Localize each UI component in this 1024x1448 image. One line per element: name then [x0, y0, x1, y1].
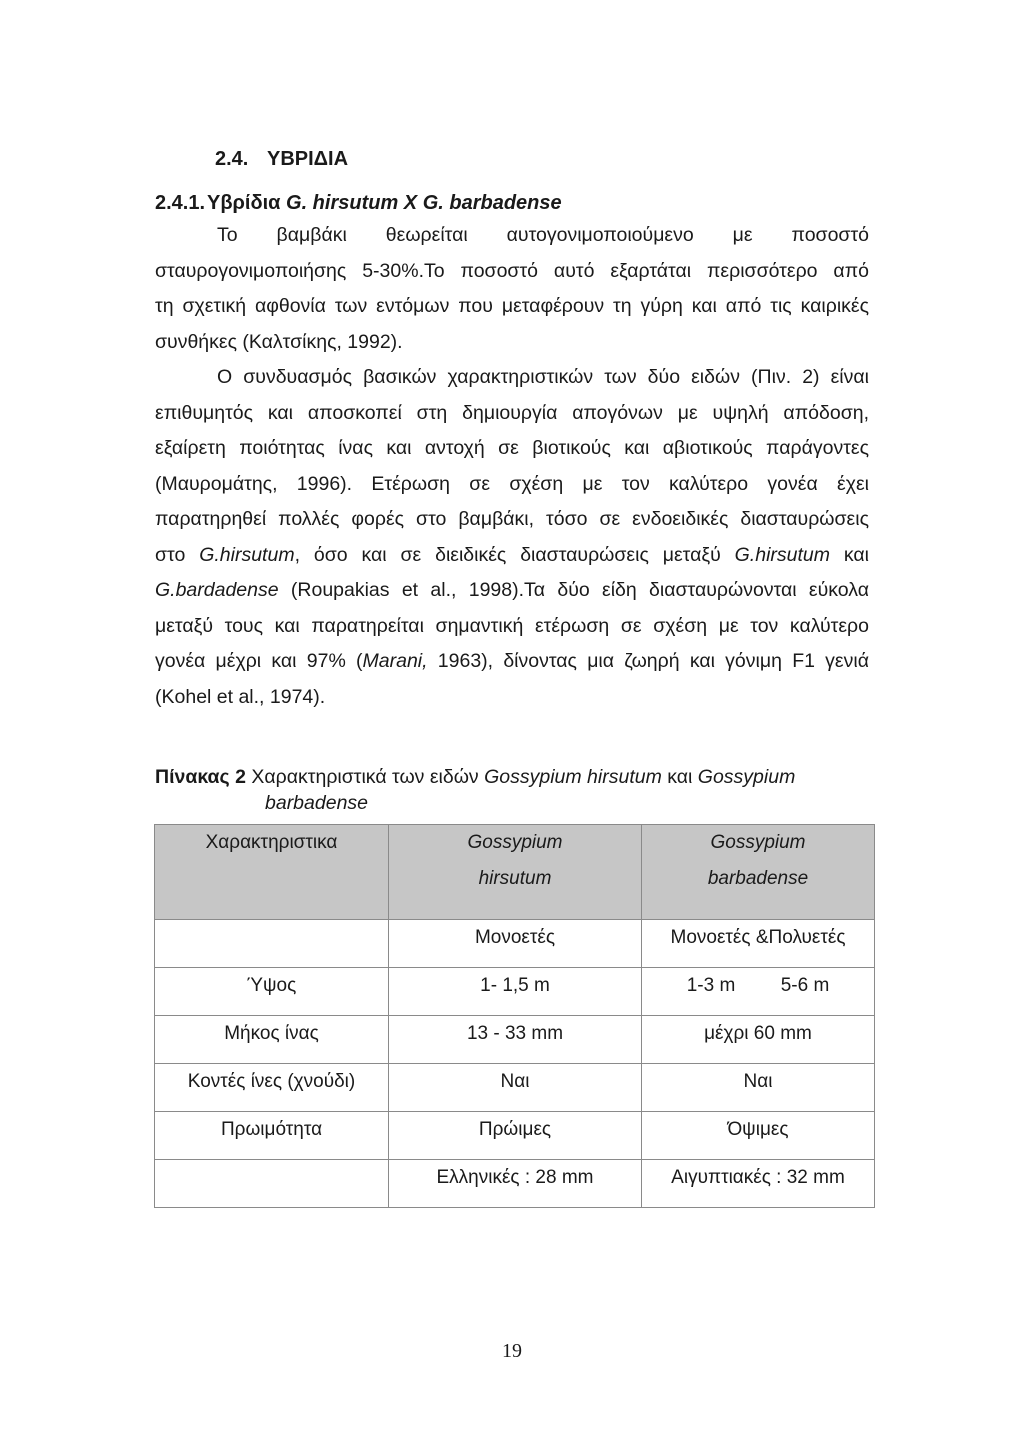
- table-cell: Αιγυπτιακές : 32 mm: [642, 1160, 875, 1208]
- paragraph-line: παρατηρηθεί πολλές φορές στο βαμβάκι, τόσο σε ενδοειδικές διασταυρώσεις: [155, 508, 869, 530]
- table-cell: Όψιμες: [642, 1112, 875, 1160]
- characteristics-table: [154, 824, 875, 1208]
- table-cell: Ναι: [389, 1064, 642, 1112]
- text-run: στο: [155, 543, 200, 566]
- header-text: Gossypium: [467, 832, 563, 853]
- table-caption: [155, 764, 869, 816]
- text-run: και: [661, 766, 698, 788]
- table-row: [155, 1112, 875, 1160]
- citation-author: Marani,: [362, 650, 428, 672]
- text-run: Χαρακτηριστικά των ειδών: [245, 766, 485, 788]
- header-text: Gossypium: [710, 832, 806, 853]
- species-name: barbadense: [265, 792, 369, 814]
- subsection-heading: [155, 192, 562, 215]
- subsection-title-prefix: Υβρίδια: [207, 192, 287, 214]
- text-run: γονέα μέχρι και 97% (: [155, 650, 363, 672]
- table-row: [155, 1016, 875, 1064]
- paragraph-line: [155, 538, 869, 574]
- cell-value: 1-3 m: [686, 975, 736, 996]
- paragraph-2: [155, 360, 869, 715]
- table-row: [155, 1160, 875, 1208]
- paragraph-line: [155, 573, 869, 609]
- paragraph-line: Το βαμβάκι θεωρείται αυτογονιμοποιούμενο με ποσοστό: [217, 224, 869, 246]
- header-cell: [642, 825, 875, 920]
- text-run: , όσο και σε διειδικές διασταυρώσεις μεταξύ: [294, 543, 735, 566]
- table-row: [155, 920, 875, 968]
- table-caption-label: Πίνακας 2: [155, 766, 246, 788]
- text-run: και: [830, 543, 869, 566]
- cell-value: 5-6 m: [780, 975, 830, 996]
- species-name: G.hirsutum: [199, 543, 295, 566]
- paragraph-line: [155, 644, 869, 680]
- table-cell: Μήκος ίνας: [155, 1016, 389, 1064]
- table-cell: μέχρι 60 mm: [642, 1016, 875, 1064]
- table-cell: Πρώιμες: [389, 1112, 642, 1160]
- header-text: barbadense: [707, 868, 809, 889]
- text-run: (Roupakias et al., 1998).Τα δύο είδη διασταυρώνονται εύκολα: [278, 579, 869, 601]
- paragraph-line: τη σχετική αφθονία των εντόμων που μεταφέρουν τη γύρη και από τις καιρικές: [155, 295, 869, 317]
- header-cell: [155, 825, 389, 920]
- table-cell: Ύψος: [155, 968, 389, 1016]
- header-cell: [389, 825, 642, 920]
- table-cell: Ελληνικές : 28 mm: [389, 1160, 642, 1208]
- paragraph-line: επιθυμητός και αποσκοπεί στη δημιουργία απογόνων με υψηλή απόδοση,: [155, 401, 869, 424]
- table-cell: 13 - 33 mm: [389, 1016, 642, 1064]
- table-cell: [642, 968, 875, 1016]
- section-title: ΥΒΡΙΔΙΑ: [267, 148, 349, 170]
- table-cell: Ναι: [642, 1064, 875, 1112]
- table-cell: Μονοετές: [389, 920, 642, 968]
- species-name: Gossypium: [697, 766, 796, 788]
- page-number: 19: [502, 1340, 522, 1362]
- section-heading: [215, 148, 348, 171]
- paragraph-line: μεταξύ τους και παρατηρείται σημαντική ετέρωση σε σχέση με τον καλύτερο: [155, 614, 869, 637]
- table-header-row: [155, 825, 875, 920]
- section-number: 2.4.: [215, 148, 249, 170]
- text-run: 1963), δίνοντας μια ζωηρή και γόνιμη F1 γενιά: [427, 650, 869, 672]
- species-name: G.bardadense: [155, 579, 279, 601]
- table-cell: [155, 1160, 389, 1208]
- table-row: [155, 968, 875, 1016]
- species-name: Gossypium hirsutum: [484, 766, 662, 788]
- paragraph-line: (Kohel et al., 1974).: [155, 685, 326, 708]
- table-cell: 1- 1,5 m: [389, 968, 642, 1016]
- table-cell: Πρωιμότητα: [155, 1112, 389, 1160]
- subsection-number: 2.4.1.: [155, 192, 206, 214]
- paragraph-line: εξαίρετη ποιότητας ίνας και αντοχή σε βιοτικούς και αβιοτικούς παράγοντες: [155, 437, 869, 459]
- table-cell: Κοντές ίνες (χνούδι): [155, 1064, 389, 1112]
- subsection-title-species: G. hirsutum X G. barbadense: [286, 192, 562, 214]
- species-name: G.hirsutum: [734, 543, 830, 566]
- paragraph-line: (Μαυρομάτης, 1996). Ετέρωση σε σχέση με τον καλύτερο γονέα έχει: [155, 472, 869, 495]
- header-text: Χαρακτηριστικα: [205, 832, 338, 853]
- table-cell: Μονοετές &Πολυετές: [642, 920, 875, 968]
- paragraph-line: σταυρογονιμοποιήσης 5-30%.Το ποσοστό αυτό εξαρτάται περισσότερο από: [155, 259, 869, 282]
- paragraph-line: συνθήκες (Καλτσίκης, 1992).: [155, 330, 403, 353]
- paragraph-line: Ο συνδυασμός βασικών χαρακτηριστικών των δύο ειδών (Πιν. 2) είναι: [217, 366, 869, 388]
- table-row: [155, 1064, 875, 1112]
- paragraph-1: [155, 218, 869, 360]
- table-cell: [155, 920, 389, 968]
- header-text: hirsutum: [478, 868, 552, 889]
